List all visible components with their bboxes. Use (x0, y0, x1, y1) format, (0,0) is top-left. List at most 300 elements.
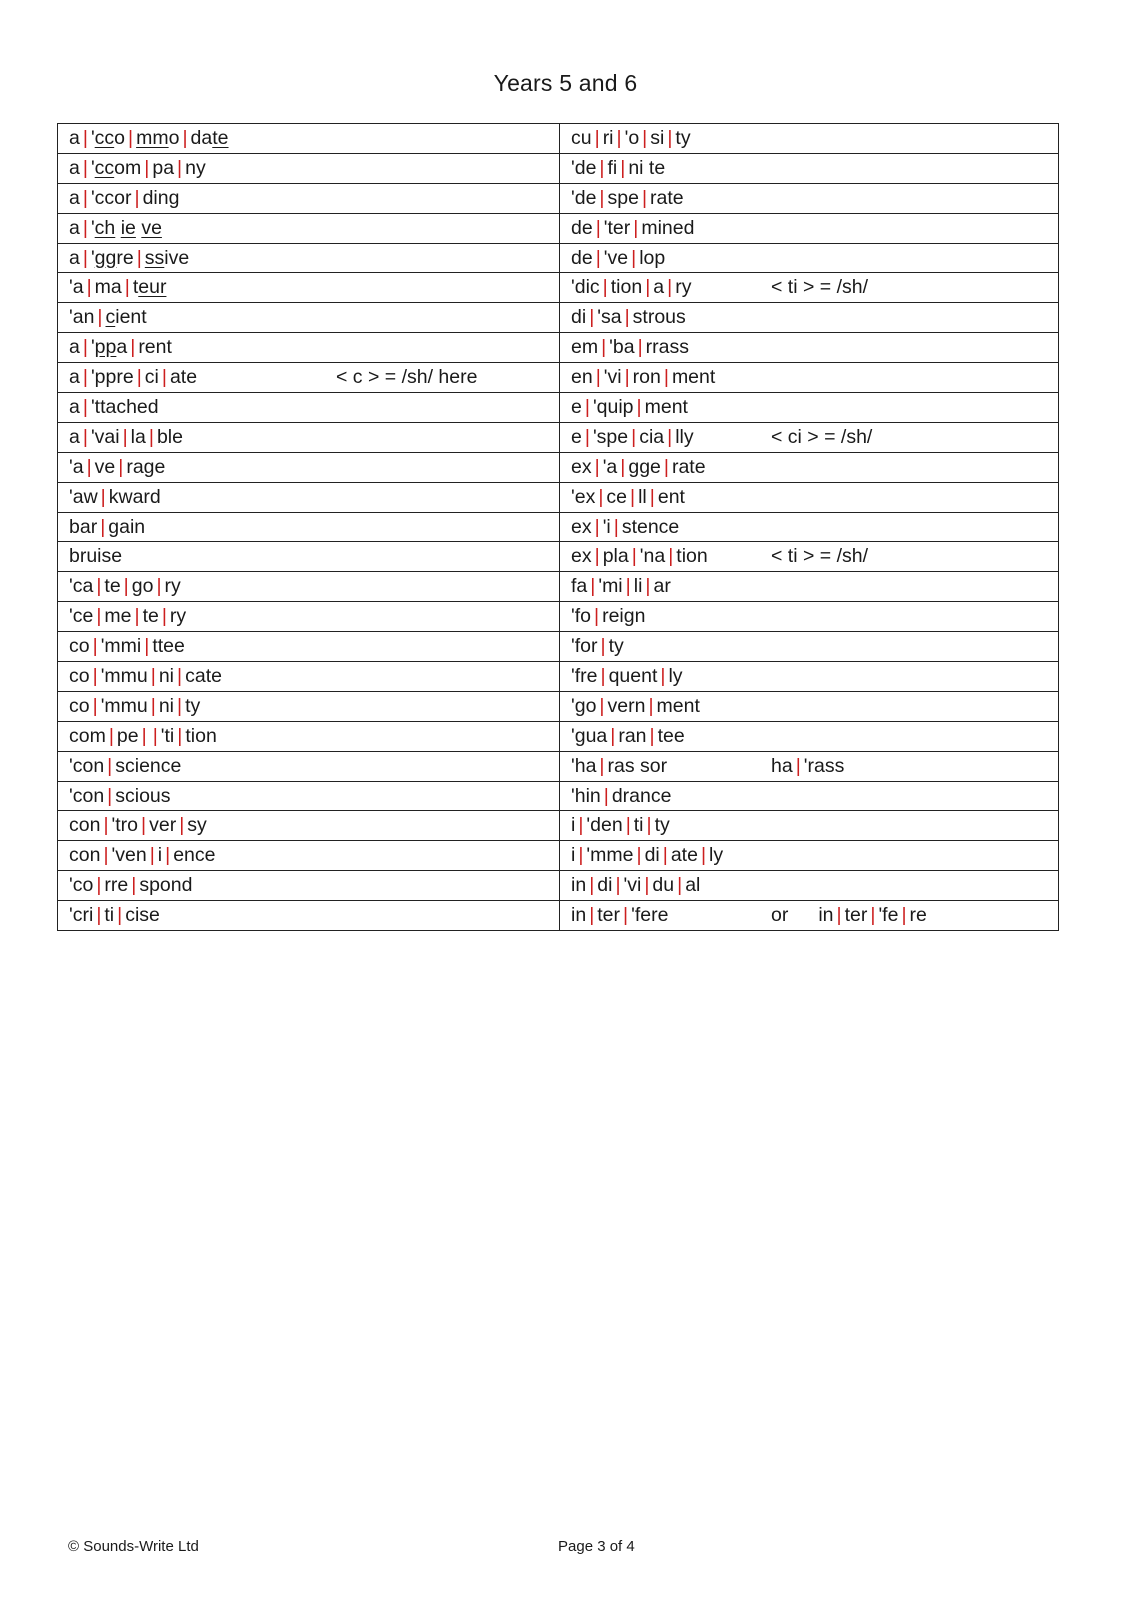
syllable: pla (602, 545, 629, 568)
word-cell-right (560, 213, 1059, 243)
syllable-divider: | (599, 694, 605, 717)
syllable: 'rass (803, 754, 845, 777)
word (571, 274, 691, 301)
syllable: ly (668, 664, 683, 687)
pronunciation-note: < ci > = /sh/ (771, 425, 873, 448)
syllable: 'an (69, 306, 95, 329)
table-row (58, 303, 1059, 333)
word (69, 633, 185, 660)
syllable: ex (571, 515, 592, 538)
syllable-divider: | (649, 724, 655, 747)
syllable-divider: | (620, 455, 626, 478)
word (571, 484, 685, 511)
syllable-divider: | (150, 694, 156, 717)
syllable-divider: | (177, 724, 183, 747)
word (69, 125, 229, 152)
syllable-divider: | (660, 664, 666, 687)
syllable: si (650, 126, 665, 149)
syllable: rate (650, 186, 684, 209)
syllable: 'mmu (100, 694, 148, 717)
syllable-divider: | (870, 904, 876, 927)
syllable-divider: | (599, 754, 605, 777)
syllable-divider: | (177, 664, 183, 687)
syllable-divider: | (108, 724, 114, 747)
syllable-divider: | (130, 336, 136, 359)
syllable-divider: | (165, 844, 171, 867)
syllable: bruise (69, 545, 123, 568)
syllable-divider: | (100, 485, 106, 508)
word (571, 633, 624, 660)
syllable: in (571, 904, 587, 927)
syllable: 'mme (586, 844, 634, 867)
pronunciation-note (771, 902, 927, 929)
syllable: i (571, 844, 576, 867)
syllable: 'fre (571, 664, 598, 687)
syllable: ssive (144, 246, 190, 269)
table-row (58, 662, 1059, 692)
word (69, 663, 222, 690)
syllable-divider: | (624, 366, 630, 389)
word-cell-right (560, 602, 1059, 632)
syllable-divider: | (624, 306, 630, 329)
syllable-divider: | (594, 545, 600, 568)
syllable: reign (602, 605, 646, 628)
syllable: du (652, 874, 675, 897)
word (571, 215, 694, 242)
word (69, 364, 197, 391)
syllable: ni te (628, 156, 666, 179)
syllable-divider: | (633, 216, 639, 239)
syllable: la (130, 425, 146, 448)
syllable-divider: | (177, 156, 183, 179)
syllable: ry (164, 575, 181, 598)
syllable-divider: | (795, 754, 801, 777)
syllable-divider: | (86, 455, 92, 478)
syllable: ate (670, 844, 698, 867)
syllable: al (685, 874, 701, 897)
syllable: gain (108, 515, 146, 538)
word-cell-right (560, 662, 1059, 692)
syllable-divider: | (149, 844, 155, 867)
syllable: 'tro (111, 814, 139, 837)
syllable: rate (671, 455, 706, 478)
word (571, 753, 667, 780)
word-cell-right (560, 811, 1059, 841)
word-cell-right (560, 632, 1059, 662)
syllable: e (571, 395, 582, 418)
word-table (57, 123, 1059, 931)
syllable: 'cri (69, 904, 94, 927)
word-cell-right (560, 183, 1059, 213)
syllable-divider: | (156, 575, 162, 598)
syllable: co (69, 664, 90, 687)
syllable-divider: | (636, 395, 642, 418)
word-cell-left (58, 482, 560, 512)
word (571, 394, 688, 421)
syllable: ence (173, 844, 216, 867)
syllable: 'ggre (90, 246, 134, 269)
syllable: en (571, 366, 593, 389)
syllable: a (69, 366, 80, 389)
syllable-divider: | (177, 694, 183, 717)
syllable-divider: | (625, 814, 631, 837)
syllable: re (909, 904, 927, 927)
table-row (58, 871, 1059, 901)
syllable-divider: | (584, 395, 590, 418)
syllable: cia (639, 425, 665, 448)
word (571, 514, 679, 541)
syllable: 'fe (878, 904, 899, 927)
syllable-divider: | (645, 575, 651, 598)
syllable-divider: | (620, 156, 626, 179)
pronunciation-note: < c > = /sh/ here (336, 366, 478, 389)
syllable: 'mmi (100, 635, 142, 658)
syllable-divider: | (144, 156, 150, 179)
syllable-divider: | (595, 246, 601, 269)
table-row (58, 452, 1059, 482)
syllable: 'aw (69, 485, 98, 508)
table-row (58, 751, 1059, 781)
syllable: a (69, 425, 80, 448)
syllable: di (597, 874, 613, 897)
syllable: 'ch ie ve (90, 216, 162, 239)
word-cell-right (560, 303, 1059, 333)
syllable: 'fo (571, 605, 591, 628)
word-cell-left (58, 273, 560, 303)
word (69, 573, 181, 600)
word (69, 304, 147, 331)
syllable: ma (94, 276, 122, 299)
word (571, 812, 670, 839)
syllable: ti (104, 904, 115, 927)
syllable: go (131, 575, 154, 598)
syllable: 'ex (571, 485, 596, 508)
syllable: a (69, 156, 80, 179)
syllable-divider: | (96, 575, 102, 598)
syllable-divider: | (96, 904, 102, 927)
syllable-divider: | (103, 814, 109, 837)
table-row (58, 512, 1059, 542)
syllable: 'a (69, 455, 84, 478)
syllable: ve (94, 455, 116, 478)
syllable-divider: | (589, 874, 595, 897)
syllable: spe (607, 186, 639, 209)
word (571, 663, 683, 690)
word-cell-left (58, 662, 560, 692)
word-cell-left (58, 691, 560, 721)
syllable: i (571, 814, 576, 837)
syllable: tee (657, 724, 685, 747)
syllable: science (115, 754, 182, 777)
syllable: ment (656, 694, 700, 717)
syllable: a (69, 246, 80, 269)
syllable: lly (675, 425, 694, 448)
syllable: 'ven (111, 844, 147, 867)
syllable: ter (597, 904, 621, 927)
syllable-divider: | (82, 156, 88, 179)
syllable-divider: | (117, 904, 123, 927)
syllable-divider: | (642, 126, 648, 149)
syllable-divider: | (600, 664, 606, 687)
word-cell-left (58, 333, 560, 363)
syllable-divider: | (625, 575, 631, 598)
syllable-divider: | (82, 425, 88, 448)
syllable-divider: | (141, 724, 147, 747)
syllable: e (571, 425, 582, 448)
syllable: di (571, 306, 587, 329)
word (571, 334, 689, 361)
syllable-divider: | (182, 126, 188, 149)
word-cell-left (58, 572, 560, 602)
syllable-divider: | (602, 276, 608, 299)
syllable-divider: | (107, 784, 113, 807)
syllable: tion (185, 724, 217, 747)
table-row (58, 273, 1059, 303)
syllable: 'de (571, 156, 597, 179)
word (571, 543, 708, 570)
table-row (58, 811, 1059, 841)
word (571, 783, 671, 810)
word (69, 215, 162, 242)
syllable: pe (116, 724, 139, 747)
syllable: 'hin (571, 784, 601, 807)
syllable-divider: | (668, 545, 674, 568)
syllable: 'ba (609, 336, 635, 359)
syllable-divider: | (663, 366, 669, 389)
word-cell-left (58, 422, 560, 452)
syllable-divider: | (601, 336, 607, 359)
word (571, 603, 645, 630)
syllable: ran (618, 724, 647, 747)
syllable: ding (142, 186, 180, 209)
syllable-divider: | (82, 216, 88, 239)
word (69, 394, 159, 421)
table-row (58, 183, 1059, 213)
syllable-divider: | (122, 425, 128, 448)
syllable-divider: | (631, 246, 637, 269)
word (571, 872, 700, 899)
table-row (58, 572, 1059, 602)
syllable-divider: | (82, 246, 88, 269)
word (69, 872, 192, 899)
syllable: bar (69, 515, 98, 538)
syllable-divider: | (92, 694, 98, 717)
word (69, 783, 171, 810)
syllable: mmo (136, 126, 180, 149)
table-row (58, 243, 1059, 273)
syllable-divider: | (141, 814, 147, 837)
syllable: ble (156, 425, 183, 448)
pronunciation-note (771, 753, 844, 780)
syllable-divider: | (644, 874, 650, 897)
syllable: con (69, 844, 101, 867)
syllable-divider: | (144, 635, 150, 658)
word (571, 125, 691, 152)
syllable: drance (611, 784, 672, 807)
syllable: fi (607, 156, 618, 179)
syllable: te (104, 575, 121, 598)
syllable-divider: | (150, 664, 156, 687)
syllable-divider: | (82, 395, 88, 418)
syllable-divider: | (128, 126, 134, 149)
syllable-divider: | (161, 366, 167, 389)
word (69, 334, 172, 361)
syllable: me (104, 605, 132, 628)
word-cell-left (58, 452, 560, 482)
syllable-divider: | (136, 366, 142, 389)
word-cell-left (58, 512, 560, 542)
word-cell-right (560, 871, 1059, 901)
word (69, 155, 206, 182)
syllable: ron (632, 366, 661, 389)
word (69, 543, 122, 570)
syllable-divider: | (590, 575, 596, 598)
syllable: scious (115, 784, 171, 807)
syllable: 'vi (603, 366, 622, 389)
syllable: ly (709, 844, 724, 867)
syllable: 'den (586, 814, 623, 837)
syllable: stence (621, 515, 680, 538)
word (69, 902, 160, 929)
syllable: em (571, 336, 599, 359)
syllable: 'go (571, 694, 597, 717)
syllable: 'ppre (90, 366, 134, 389)
syllable: di (644, 844, 660, 867)
syllable-divider: | (82, 336, 88, 359)
syllable-divider: | (646, 814, 652, 837)
syllable-divider: | (136, 246, 142, 269)
syllable-divider: | (92, 664, 98, 687)
syllable: lop (639, 246, 666, 269)
word (69, 723, 217, 750)
word-cell-left (58, 721, 560, 751)
syllable-divider: | (82, 126, 88, 149)
word-cell-left (58, 124, 560, 154)
syllable: ry (169, 605, 187, 628)
syllable: 'i (602, 515, 611, 538)
syllable: ty (675, 126, 691, 149)
word-cell-right (560, 124, 1059, 154)
word-cell-left (58, 393, 560, 423)
table-row (58, 691, 1059, 721)
word (69, 484, 161, 511)
word-cell-right (560, 542, 1059, 572)
word-cell-left (58, 811, 560, 841)
syllable: con (69, 814, 101, 837)
syllable: 'ce (69, 605, 94, 628)
syllable: 'ccom (90, 156, 142, 179)
syllable: ni (158, 664, 175, 687)
word (69, 424, 183, 451)
syllable-divider: | (631, 425, 637, 448)
syllable-divider: | (636, 844, 642, 867)
footer-copyright: © Sounds-Write Ltd (68, 1538, 199, 1555)
syllable: ci (144, 366, 159, 389)
word (69, 274, 166, 301)
syllable-divider: | (613, 515, 619, 538)
table-row (58, 542, 1059, 572)
table-row (58, 393, 1059, 423)
word-cell-right (560, 482, 1059, 512)
syllable-divider: | (96, 605, 102, 628)
syllable: a (69, 395, 80, 418)
syllable-divider: | (82, 366, 88, 389)
word-cell-right (560, 721, 1059, 751)
syllable: tion (676, 545, 708, 568)
syllable-divider: | (610, 724, 616, 747)
syllable-divider: | (107, 754, 113, 777)
syllable: cient (105, 306, 147, 329)
word-cell-right (560, 841, 1059, 871)
word-cell-left (58, 303, 560, 333)
syllable: i (157, 844, 163, 867)
syllable-divider: | (667, 126, 673, 149)
syllable: 'vi (623, 874, 642, 897)
syllable: 'na (639, 545, 666, 568)
syllable: 'ter (603, 216, 631, 239)
table-row (58, 213, 1059, 243)
syllable: 'co (69, 874, 94, 897)
footer-page-number: Page 3 of 4 (558, 1538, 635, 1555)
syllable: cise (125, 904, 160, 927)
word-cell-right (560, 422, 1059, 452)
syllable: rrass (645, 336, 690, 359)
syllable-divider: | (131, 874, 137, 897)
table-row (58, 901, 1059, 931)
syllable: sy (187, 814, 207, 837)
syllable: gge (628, 455, 661, 478)
syllable: te (142, 605, 159, 628)
syllable: 'con (69, 754, 105, 777)
syllable: ty (608, 635, 624, 658)
syllable-divider: | (623, 904, 629, 927)
word-cell-left (58, 781, 560, 811)
syllable: ce (606, 485, 628, 508)
syllable-divider: | (134, 605, 140, 628)
syllable: 'ca (69, 575, 94, 598)
syllable-divider: | (630, 485, 636, 508)
syllable-divider: | (118, 455, 124, 478)
syllable: ras sor (607, 754, 668, 777)
syllable-divider: | (584, 425, 590, 448)
syllable-divider: | (631, 545, 637, 568)
syllable-divider: | (700, 844, 707, 867)
syllable: in (571, 874, 587, 897)
syllable: 'a (602, 455, 618, 478)
syllable: 'spe (592, 425, 629, 448)
syllable-divider: | (134, 186, 140, 209)
syllable: date (190, 126, 229, 149)
table-row (58, 602, 1059, 632)
word (69, 603, 186, 630)
syllable-divider: | (667, 425, 673, 448)
syllable-divider: | (161, 605, 167, 628)
word-cell-left (58, 542, 560, 572)
syllable: de (571, 246, 593, 269)
syllable: a (69, 216, 80, 239)
syllable-divider: | (599, 186, 605, 209)
syllable: ha (771, 754, 793, 777)
syllable: 'ti (160, 724, 175, 747)
syllable: 'dic (571, 276, 600, 299)
syllable-divider: | (600, 635, 606, 658)
word (69, 185, 179, 212)
syllable: 'ccor (90, 186, 132, 209)
word (571, 185, 684, 212)
syllable: a (653, 276, 665, 299)
syllable: ment (671, 366, 716, 389)
word (571, 155, 665, 182)
